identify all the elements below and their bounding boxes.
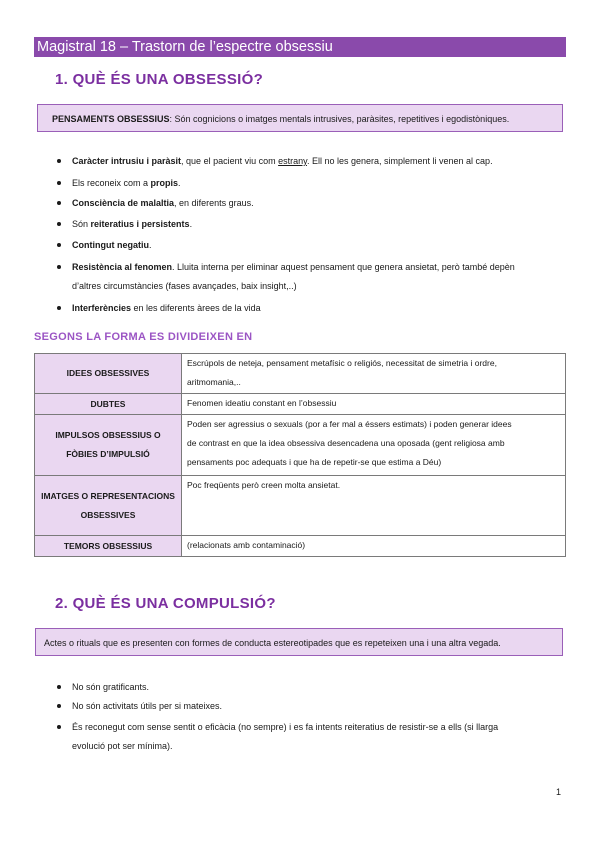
- value-line: Poc freqüents però creen molta ansietat.: [187, 480, 341, 490]
- bullet-icon: [57, 222, 61, 226]
- page-number: 1: [556, 787, 562, 797]
- row-value: [182, 415, 566, 476]
- text: . Ell no les genera, simplement li venen al cap.: [306, 156, 493, 166]
- bullet-icon: [57, 181, 61, 185]
- text-line-2: evolució pot ser mínima).: [72, 741, 173, 751]
- text: .: [148, 240, 152, 250]
- text: No són gratificants.: [72, 682, 150, 692]
- section-heading-compulsion: 2. QUÈ ÉS UNA COMPULSIÓ?: [55, 595, 276, 612]
- bullet-icon: [57, 265, 61, 269]
- value-line: pensaments poc adequats i que ha de repetir-se que estima a Déu): [187, 457, 442, 467]
- bullet-icon: [57, 159, 61, 163]
- text: Els reconeix com a: [72, 178, 151, 188]
- value-line: Fenomen ideatiu constant en l’obsessiu: [187, 398, 337, 408]
- forms-subheading: SEGONS LA FORMA ES DIVIDEIXEN EN: [34, 331, 253, 343]
- bullet-icon: [57, 685, 61, 689]
- row-label: TEMORS OBSESSIUS: [35, 536, 182, 557]
- definition-term: PENSAMENTS OBSESSIUS: [52, 114, 170, 124]
- value-line: Escrúpols de neteja, pensament metafísic o religiós, necessitat de simetria i ordre,: [187, 358, 497, 368]
- text: . Lluita interna per eliminar aquest pensament que genera ansietat, però també depèn: [172, 262, 515, 272]
- value-line: aritmomania,..: [187, 377, 241, 387]
- value-line: de contrast en que la idea obsessiva desencadena una oposada (gent religiosa amb: [187, 438, 505, 448]
- value-line: (relacionats amb contaminació): [187, 540, 306, 550]
- row-label: IMATGES O REPRESENTACIONS OBSESSIVES: [35, 476, 182, 536]
- definition-text: : Són cognicions o imatges mentals intrusives, paràsites, repetitives i egodistòniques.: [169, 114, 510, 124]
- bold-text: reiteratius i persistents: [90, 219, 190, 229]
- obsession-forms-table: [34, 353, 566, 557]
- text: És reconegut com sense sentit o eficàcia (no sempre) i es fa intents reiteratius de resistir-se a ells (si llarga: [72, 722, 499, 732]
- text: .: [178, 178, 181, 188]
- obsessive-thoughts-definition: [37, 104, 563, 132]
- bullet-icon: [57, 201, 61, 205]
- value-line: Poden ser agressius o sexuals (por a fer mal a éssers estimats) i poden generar idees: [187, 419, 512, 429]
- bullet-icon: [57, 243, 61, 247]
- text: No són activitats útils per si mateixes.: [72, 701, 223, 711]
- table-row: [35, 394, 566, 415]
- bullet-icon: [57, 704, 61, 708]
- bullet-icon: [57, 306, 61, 310]
- text: , en diferents graus.: [174, 198, 254, 208]
- table-row: [35, 536, 566, 557]
- row-label: IMPULSOS OBSESSIUS O FÒBIES D’IMPULSIÓ: [35, 415, 182, 476]
- lecture-title-bar: Magistral 18 – Trastorn de l’espectre obsessiu: [34, 37, 566, 57]
- row-value: [182, 476, 566, 536]
- row-value: [182, 536, 566, 557]
- bold-text: Consciència de malaltia: [72, 198, 175, 208]
- text: , que el pacient viu com: [181, 156, 279, 166]
- compulsion-definition: Actes o rituals que es presenten con formes de conducta estereotipades que es repeteixen una i una altra vegada.: [35, 628, 563, 656]
- section-heading-obsession: 1. QUÈ ÉS UNA OBSESSIÓ?: [55, 71, 264, 88]
- row-value: [182, 394, 566, 415]
- table-row: [35, 476, 566, 536]
- text: .: [189, 219, 193, 229]
- table-row: [35, 415, 566, 476]
- bold-text: Resistència al fenomen: [72, 262, 173, 272]
- text: en les diferents àrees de la vida: [131, 303, 261, 313]
- row-label: IDEES OBSESSIVES: [35, 354, 182, 394]
- bold-text: Contingut negatiu: [72, 240, 149, 250]
- bullet-icon: [57, 725, 61, 729]
- table-row: [35, 354, 566, 394]
- text: Són: [72, 219, 91, 229]
- text-line-2: d’altres circumstàncies (fases avançades, baix insight,..): [72, 281, 297, 291]
- row-label: DUBTES: [35, 394, 182, 415]
- bold-text: Interferències: [72, 303, 132, 313]
- bold-text: propis: [150, 178, 179, 188]
- underlined-text: estrany: [278, 156, 307, 166]
- row-value: [182, 354, 566, 394]
- bold-text: Caràcter intrusiu i paràsit: [72, 156, 182, 166]
